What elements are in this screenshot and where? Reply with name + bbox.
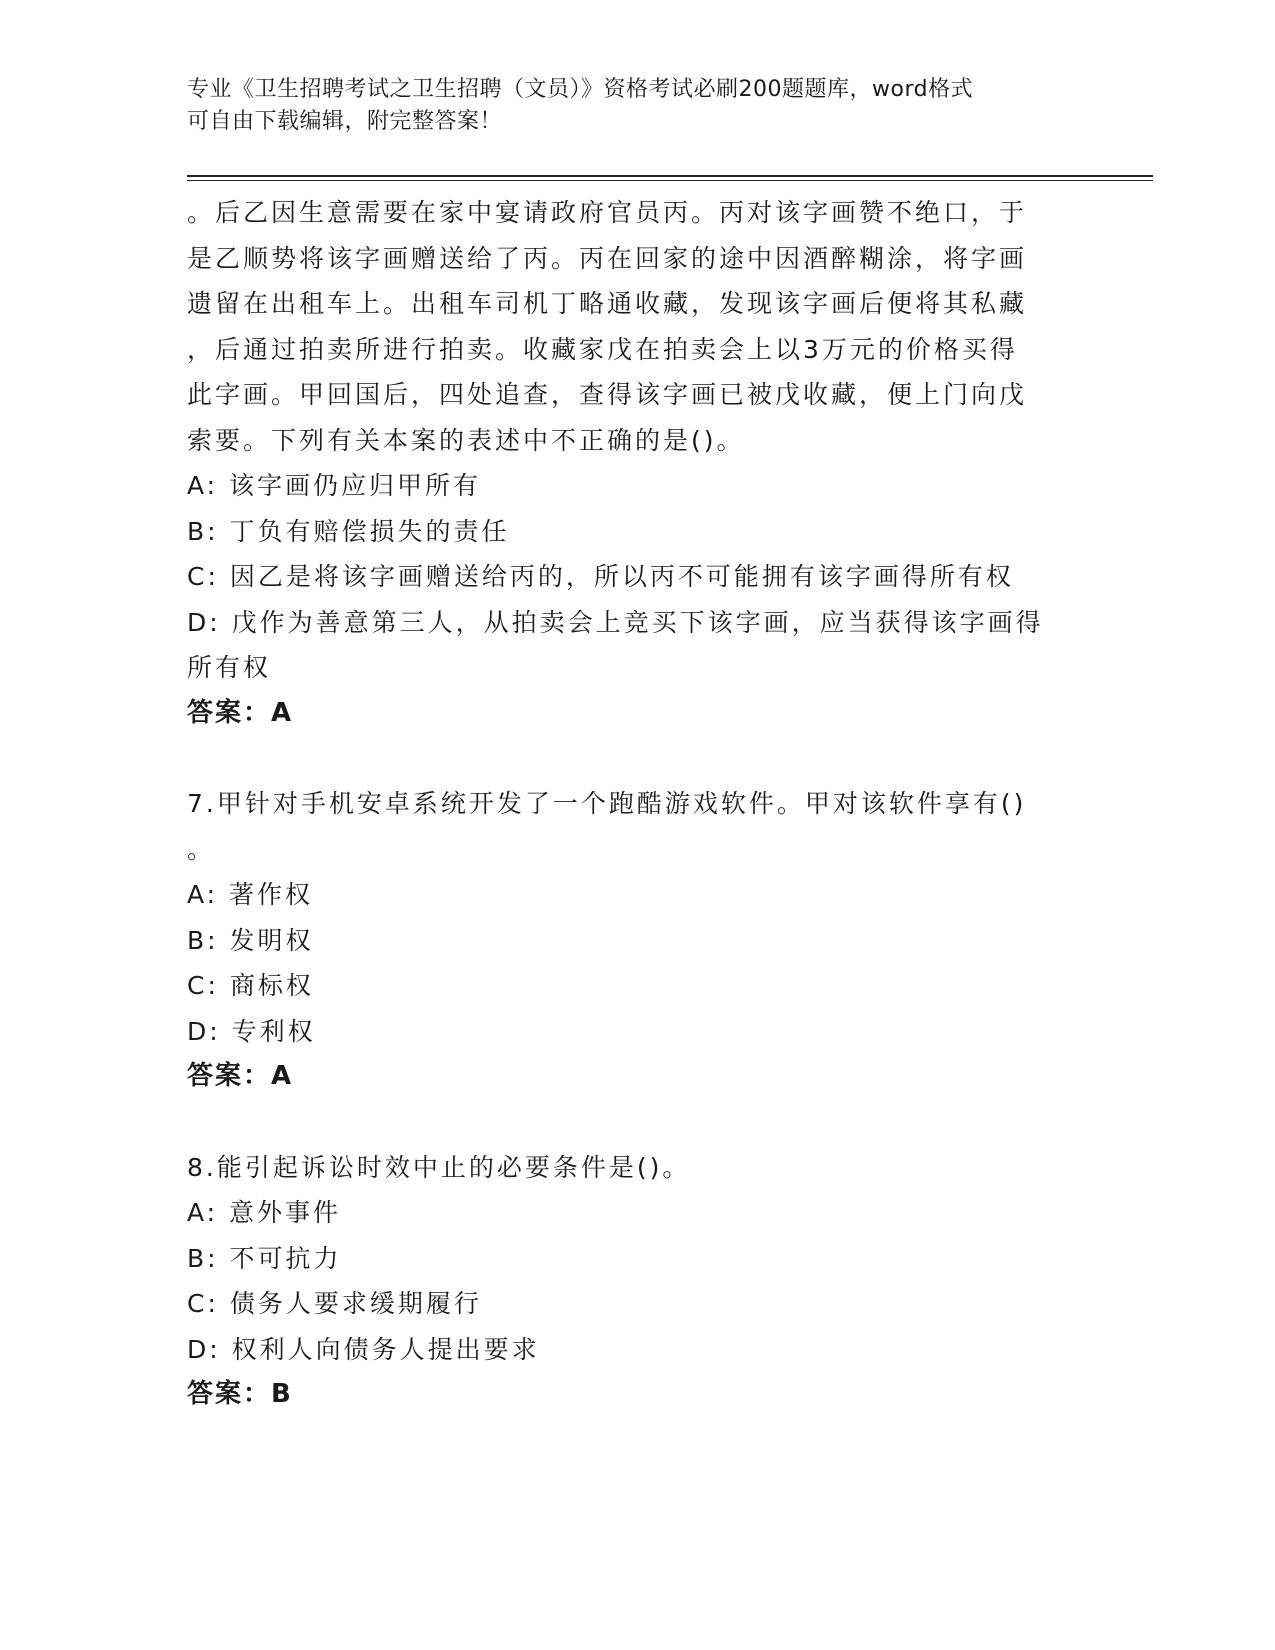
- document-body: [187, 190, 1067, 1418]
- answer-label: 答案：A: [187, 697, 294, 728]
- question-spacer: [187, 736, 1067, 781]
- answer-label: 答案：A: [187, 1061, 294, 1091]
- option-c: C: 因乙是将该字画赠送给丙的，所以丙不可能拥有该字画得所有权: [187, 562, 1014, 591]
- question-stem-line: 是乙顺势将该字画赠送给了丙。丙在回家的途中因酒醉糊涂，将字画: [187, 243, 1028, 273]
- question-stem-line: 8.能引起诉讼时效中止的必要条件是()。: [187, 1152, 691, 1182]
- header-title-line-2: 可自由下载编辑，附完整答案！: [187, 109, 503, 134]
- option-d: D: 专利权: [187, 1016, 316, 1046]
- question-stem-line: 7.甲针对手机安卓系统开发了一个跑酷游戏软件。甲对该软件享有(): [187, 789, 1027, 818]
- question-stem-line: 此字画。甲回国后，四处追查，查得该字画已被戊收藏，便上门向戊: [187, 380, 1028, 409]
- header-divider: [187, 175, 1153, 181]
- option-b: B: 发明权: [187, 925, 314, 955]
- question-8: [187, 1145, 1067, 1418]
- option-d-continued: 所有权: [187, 653, 272, 682]
- option-a: A: 著作权: [187, 880, 314, 909]
- question-6-continued: [187, 190, 1067, 736]
- option-c: C: 债务人要求缓期履行: [187, 1289, 482, 1318]
- question-stem-line: 。: [187, 834, 216, 864]
- question-stem-line: 遗留在出租车上。出租车司机丁略通收藏，发现该字画后便将其私藏: [187, 289, 1028, 318]
- option-b: B: 丁负有赔偿损失的责任: [187, 516, 510, 546]
- answer-label: 答案：B: [187, 1379, 293, 1409]
- option-c: C: 商标权: [187, 971, 314, 1000]
- option-a: A: 该字画仍应归甲所有: [187, 471, 482, 500]
- option-d: D: 权利人向债务人提出要求: [187, 1334, 540, 1364]
- header-title-line-1: 专业《卫生招聘考试之卫生招聘（文员）》资格考试必刷200题题库，word格式: [187, 77, 974, 102]
- option-b: B: 不可抗力: [187, 1243, 342, 1273]
- question-7: [187, 781, 1067, 1100]
- option-d: D: 戊作为善意第三人，从拍卖会上竞买下该字画，应当获得该字画得: [187, 607, 1044, 637]
- question-stem-line: ，后通过拍卖所进行拍卖。收藏家戊在拍卖会上以3万元的价格买得: [187, 334, 1018, 364]
- page-header: [187, 74, 1067, 138]
- option-a: A: 意外事件: [187, 1198, 342, 1227]
- question-stem-line: 。后乙因生意需要在家中宴请政府官员丙。丙对该字画赞不绝口，于: [187, 198, 1028, 227]
- question-spacer: [187, 1100, 1067, 1145]
- question-stem-line: 索要。下列有关本案的表述中不正确的是()。: [187, 425, 745, 455]
